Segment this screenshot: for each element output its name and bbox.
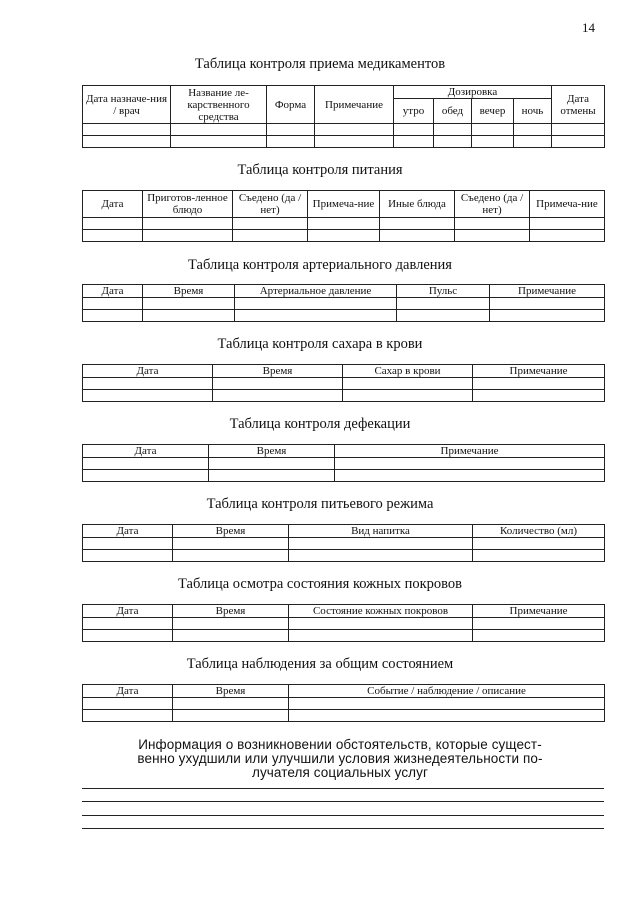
defecation-table [82,444,605,482]
nutrition-title: Таблица контроля питания [237,162,403,178]
header-time: Время [209,445,335,458]
header-date: Дата [83,365,213,378]
header-drink-type: Вид напитка [289,525,473,538]
header-eaten-other: Съедено (да / нет) [455,191,530,218]
header-note: Примечание [335,445,605,458]
table-row [83,218,605,230]
table-row [83,538,605,550]
table-row [83,458,605,470]
header-cooked-dish: Приготов-ленное блюдо [143,191,233,218]
table-row [83,124,605,136]
defecation-title: Таблица контроля дефекации [229,416,411,432]
blood-pressure-title: Таблица контроля артериального давления [188,257,452,273]
header-drug-name: Название ле-карственного средства [171,86,267,124]
header-note: Примеча-ние [308,191,380,218]
drinking-table [82,524,605,562]
header-evening: вечер [472,99,514,124]
header-time: Время [143,285,235,298]
header-note: Примечание [315,86,394,124]
medications-title: Таблица контроля приема медикаментов [194,56,446,72]
blood-sugar-title: Таблица контроля сахара в крови [217,336,423,352]
header-date: Дата [83,605,173,618]
general-table [82,684,605,722]
header-time: Время [213,365,343,378]
header-night: ночь [514,99,552,124]
header-quantity: Количество (мл) [473,525,605,538]
header-blood-sugar: Сахар в крови [343,365,473,378]
header-note: Примечание [473,365,605,378]
header-date: Дата [83,685,173,698]
skin-title: Таблица осмотра состояния кожных покровов [178,576,462,592]
table-row [83,230,605,242]
header-eaten: Съедено (да / нет) [233,191,308,218]
page-number: 14 [582,20,595,35]
table-row [83,298,605,310]
header-other-dishes: Иные блюда [380,191,455,218]
table-row [83,390,605,402]
writing-line[interactable] [82,788,604,789]
header-date-doctor: Дата назначе-ния / врач [83,86,171,124]
table-row [83,136,605,148]
header-dosage: Дозировка [394,86,552,99]
info-title-line-2: венно ухудшили или улучшили условия жизнедеятельности по- [137,751,543,766]
blood-pressure-table [82,284,605,322]
header-note: Примечание [473,605,605,618]
header-date: Дата [83,285,143,298]
header-time: Время [173,685,289,698]
info-title-line-1: Информация о возникновении обстоятельств, которые сущест- [138,737,542,752]
header-date: Дата [83,525,173,538]
table-row [83,698,605,710]
blood-sugar-table [82,364,605,402]
writing-line[interactable] [82,828,604,829]
header-note-other: Примеча-ние [530,191,605,218]
general-title: Таблица наблюдения за общим состоянием [186,656,454,672]
info-title-line-3: лучателя социальных услуг [251,765,429,780]
nutrition-table [82,190,605,242]
table-row [83,550,605,562]
table-row [83,710,605,722]
header-skin-condition: Состояние кожных покровов [289,605,473,618]
drinking-title: Таблица контроля питьевого режима [206,496,434,512]
table-row [83,470,605,482]
header-time: Время [173,605,289,618]
header-pulse: Пульс [397,285,490,298]
table-row [83,310,605,322]
header-note: Примечание [490,285,605,298]
header-event: Событие / наблюдение / описание [289,685,605,698]
medications-table [82,85,605,148]
header-time: Время [173,525,289,538]
writing-line[interactable] [82,801,604,802]
writing-line[interactable] [82,815,604,816]
header-form: Форма [267,86,315,124]
table-row [83,378,605,390]
skin-table [82,604,605,642]
table-row [83,618,605,630]
header-morning: утро [394,99,434,124]
header-lunch: обед [434,99,472,124]
table-row [83,630,605,642]
header-cancel-date: Дата отмены [552,86,605,124]
header-blood-pressure: Артериальное давление [235,285,397,298]
header-date: Дата [83,445,209,458]
header-date: Дата [83,191,143,218]
